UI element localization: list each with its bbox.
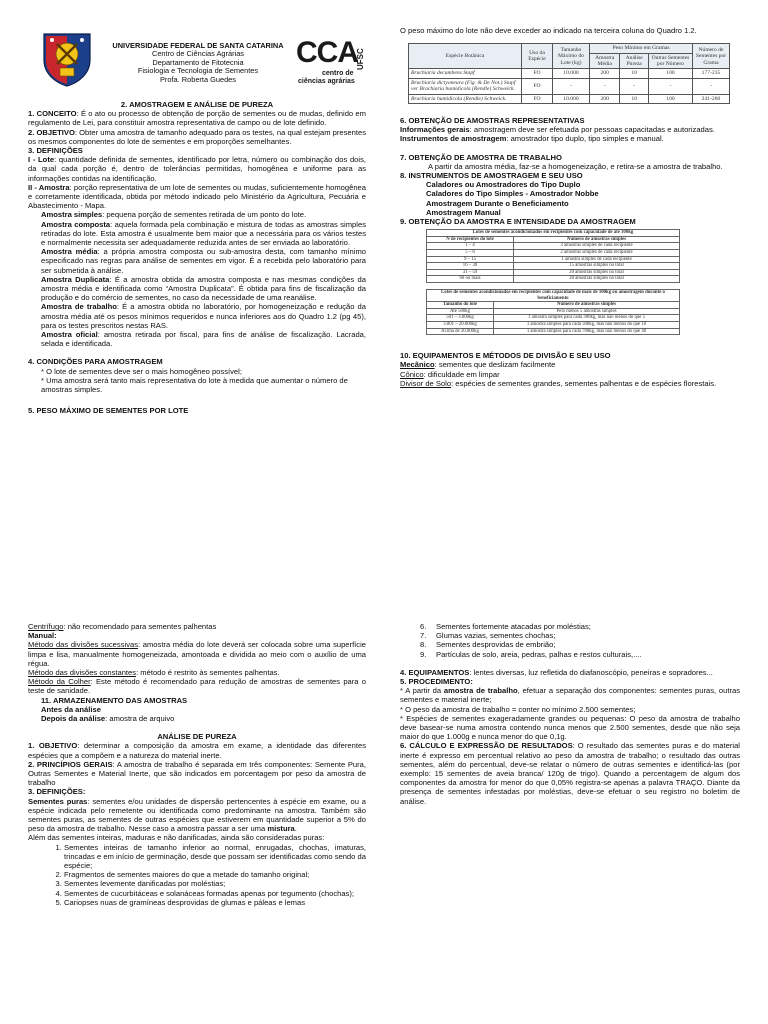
amostra-label: II - Amostra (28, 182, 70, 192)
intensidade-title: 9. OBTENÇÃO DA AMOSTRA E INTENSIDADE DA AMOSTRAGEM (400, 217, 636, 227)
colher-paragraph (28, 677, 366, 695)
composta-paragraph (28, 220, 366, 248)
cell: - (620, 78, 649, 94)
cell: 100 (648, 69, 692, 78)
puras-paragraph (28, 797, 366, 834)
amostra-text: : porção representativa de um lote de sementes ou mudas, suficientemente homogênea e corretamente identificada, obtida por método indicado pelo Ministério da Agricultura, Pecuária e Abastecimento - Mapa. (28, 182, 366, 211)
equip-title: 10. EQUIPAMENTOS E MÉTODOS DE DIVISÃO E SEU USO (400, 351, 611, 361)
mecanico-label: Mecânico (400, 360, 435, 370)
cell: Brachiaria decumbens Stapf (409, 69, 522, 78)
cell: 501 – 3.000kg (427, 315, 494, 322)
t2-header-2: Número de amostras simples (494, 302, 680, 309)
condicoes-item-2: * Uma amostra será tanto mais representativa do lote à medida que aumentar o número de amostras simples. (41, 375, 348, 395)
composta-label: Amostra composta (41, 219, 111, 229)
centrifugo-label: Centrífugo (28, 622, 64, 631)
definicoes-title: 3. DEFINIÇÕES (28, 146, 83, 156)
trabalho-title: 7. OBTENÇÃO DE AMOSTRA DE TRABALHO (400, 152, 562, 162)
puras-text-1: : sementes e/ou unidades de dispersão pertencentes à espécie em exame, ou a espécie indicada pelo remetente ou identificada como predominante na amostra. Também são sementes puras, as sementes de outras espécies que estiverem em quantidade superior a 5% do peso da amostra de trabalho. Nesse caso a amostra passar a ser uma (28, 796, 366, 834)
instrumento-item: Amostragem Manual (426, 207, 501, 217)
media-paragraph (28, 247, 366, 275)
cell: 3 amostras simples de cada recipiente (514, 243, 680, 250)
duplicata-text: : É a amostra obtida da amostra composta e nas mesmas condições da amostra média e identificada como “Amostra Duplicata”. É obtida para fins de fiscalização da produção e do comércio de sementes, no caso da necessidade de uma reanálise. (41, 274, 366, 303)
cell: - (553, 78, 590, 94)
col-media: Amostra Média (590, 53, 620, 69)
page1-right-column (400, 26, 740, 388)
logo-caption-2: ciências agrárias (298, 78, 355, 85)
divisor-text: : espécies de sementes grandes, sementes palhentas e de espécies florestais. (451, 378, 717, 388)
col-tamanho: Tamanho Máximo do Lote (kg) (553, 44, 590, 69)
info-paragraph (400, 125, 740, 134)
page2-right-column (400, 622, 740, 806)
cell: Acima de 20.000kg (427, 328, 494, 335)
depois-text: : amostra de arquivo (105, 714, 175, 724)
cell: Brachiaria humidicola (Rendle) Schweick. (409, 94, 522, 103)
simples-label: Amostra simples (41, 210, 103, 220)
list-text: Partículas de solo, areia, pedras, palhas e restos culturais,.... (436, 649, 642, 659)
col-pureza: Análise Pureza (620, 53, 649, 69)
t1-header-2: Número de amostras simples (514, 236, 680, 243)
cell: 200 (590, 69, 620, 78)
calc-text: : O resultado das sementes puras e do material inerte é expresso em percentual relativo ao peso da amostra de trabalho; o resultado das outras sementes, além do percentual, deve-se relatar o número de outras sementes e identificá-las (por exemplo: 15 sementes de aveia branca/ 120g de trigo). Quando a percentagem de algum dos componentes da amostra for menor do que 0,05% registra-se apenas a palavra TRAÇO. Diante da presença de sementes infestadas por moléstias, deve-se efetuar o seu registro no boletim de análise. (400, 741, 740, 806)
table-row (427, 256, 680, 263)
duplicata-paragraph (28, 275, 366, 303)
puras-label: Sementes puras (28, 796, 88, 806)
manual-heading (28, 631, 366, 640)
cell: FO (522, 69, 553, 78)
cell: FO (522, 94, 553, 103)
list-item (400, 622, 740, 631)
depois-label: Depois da análise (41, 714, 106, 724)
principios-label: 2. PRINCÍPIOS GERAIS (28, 759, 113, 769)
table-row (409, 94, 730, 103)
cell: 241-280 (693, 94, 730, 103)
col-outras: Outras Sementes por Número (648, 53, 692, 69)
cell: - (590, 78, 620, 94)
principios-text: : A amostra de trabalho é separada em três componentes: Semente Pura, Outras Sementes e Material Inerte, que são indicados em porcentagem por peso da amostra de trabalho (28, 759, 366, 788)
oficial-paragraph (28, 330, 366, 348)
objetivo-paragraph (28, 128, 366, 146)
col-numero: Número de Sementes por Grama (693, 44, 730, 69)
conico-text: : dificuldade em limpar (423, 369, 500, 379)
cca-logo (296, 38, 368, 94)
equip-paragraph (400, 668, 740, 677)
cell: Brachiaria dictyoneura (Fig. & De Not.) Stapf ver Brachiaria humidicola (Rendle) Schweick. (409, 78, 522, 94)
cell: Pelo menos 5 amostras simples (494, 308, 680, 315)
obtencao-title: 6. OBTENÇÃO DE AMOSTRAS REPRESENTATIVAS (400, 116, 585, 126)
university-crest-icon (38, 30, 96, 88)
university-name: UNIVERSIDADE FEDERAL DE SANTA CATARINA (112, 41, 284, 50)
lote-paragraph (28, 155, 366, 183)
trabalho-text: : É a amostra obtida no laboratório, por homogeneização e redução da amostra média até os pesos mínimos requeridos e nunca inferiores aos do Quadro 1.2 (pg 45), para os testes prescritos nestas RAS. (41, 302, 367, 330)
objetivo-label: 2. OBJETIVO (28, 127, 75, 137)
trabalho-label: Amostra de trabalho (41, 302, 117, 312)
intensity-table-1 (426, 229, 680, 283)
cca-logo-text: CCA (296, 36, 358, 69)
list-text: Sementes fortemente atacadas por moléstias; (436, 622, 591, 631)
list-item: 2. Fragmentos de sementes maiores do que a metade do tamanho original; (64, 870, 366, 879)
calc-paragraph (400, 741, 740, 805)
cell: 2 amostras simples de cada recipiente (514, 250, 680, 257)
proc-item-2: * O peso da amostra de trabalho = conter no mínimo 2.500 sementes; (400, 704, 636, 714)
colher-text: : Este método é recomendado para redução de amostras de sementes para o teste de sanidade. (28, 677, 366, 696)
puras-mistura: mistura (267, 824, 295, 834)
proc-item-1 (400, 686, 740, 704)
instr-label: Instrumentos de amostragem (400, 134, 507, 144)
cell: 20 amostras simples no total (514, 269, 680, 276)
puras-text-2: . (294, 824, 297, 834)
composta-text: : aquela formada pela combinação e mistura de todas as amostras simples retiradas do lote. Esta amostra é usualmente bem maior que a necessária para os vários testes e normalmente necessita ser adequadamente reduzida antes de ser enviada ao laboratório. (41, 219, 366, 248)
cell: 30 amostras simples no total (514, 276, 680, 283)
table-row (427, 276, 680, 283)
antes-label: Antes da análise (41, 704, 101, 714)
equip-text: : lentes diversas, luz refletida do diafanoscópio, peneiras e sopradores... (469, 667, 713, 677)
table-row (427, 322, 680, 329)
divisor-paragraph (400, 379, 740, 388)
alem-paragraph: Além das sementes inteiras, maduras e não danificadas, ainda são consideradas puras: (28, 833, 325, 843)
table-row (427, 308, 680, 315)
proc-title: 5. PROCEDIMENTO: (400, 677, 473, 687)
cell: - (693, 78, 730, 94)
col-uso: Uso da Espécie (522, 44, 553, 69)
ufsc-logo-text: UFSC (356, 48, 365, 70)
manual-colon: : (54, 631, 57, 641)
table-row (427, 263, 680, 270)
proc-1b: amostra de trabalho (443, 686, 518, 696)
seed-weight-table (408, 43, 730, 104)
intensity-tables (426, 229, 740, 335)
cell: Até 500kg (427, 308, 494, 315)
conico-paragraph (400, 370, 740, 379)
mecanico-paragraph (400, 360, 740, 369)
cell: 10.000 (553, 69, 590, 78)
t1-title: Lotes de sementes acondicionados em recipientes com capacidade de até 100kg (427, 230, 680, 237)
conceito-paragraph (28, 109, 366, 127)
manual-label: Manual (28, 631, 55, 641)
table-row (427, 269, 680, 276)
condicoes-item-1: * O lote de sementes deve ser o mais homogêneo possível; (41, 366, 242, 376)
colher-label: Método da Colher (28, 677, 91, 687)
list-item: 4. Sementes de cucurbitáceas e solanáceas formadas apenas por tegumento (chochas); (64, 889, 366, 898)
cell: 60 ou mais (427, 276, 514, 283)
col-especie: Espécie Botânica (409, 44, 522, 69)
center-name: Centro de Ciências Agrárias (151, 49, 245, 59)
list-item (400, 650, 740, 659)
media-label: Amostra média (41, 247, 98, 257)
list-item: 3. Sementes levemente danificadas por moléstias; (64, 879, 366, 888)
list-num: 8. (420, 640, 427, 650)
cell: 200 (590, 94, 620, 103)
department-name: Departamento de Fitotecnia (152, 57, 244, 67)
cell: 1 amostra simples de cada recipiente (514, 256, 680, 263)
conceito-text: : É o ato ou processo de obtenção de porção de sementes ou de mudas, definido em regulamento de Lei, para constituir amostra representativa de campo ou de lote definido. (28, 109, 366, 128)
table-row (427, 328, 680, 335)
intensity-table-2 (426, 289, 680, 335)
cell: 31 – 59 (427, 269, 514, 276)
info-text: : amostragem deve ser efetuada por pessoas capacitadas e autorizadas. (469, 125, 715, 135)
objetivo-paragraph (28, 741, 366, 759)
instr-paragraph (400, 134, 740, 143)
cell: FO (522, 78, 553, 94)
list-text: Sementes desprovidas de embrião; (436, 640, 556, 650)
list-text: Glumas vazias, sementes chochas; (436, 631, 556, 641)
cell: 100 (648, 94, 692, 103)
list-item: 5. Cariopses nuas de gramíneas desprovidas de glumas e páleas e lemas (64, 898, 366, 907)
cell: 15 amostras simples no total (514, 263, 680, 270)
cell: 9 – 15 (427, 256, 514, 263)
trabalho-paragraph (28, 302, 366, 330)
cell: 177-235 (693, 69, 730, 78)
cell: 10.000 (553, 94, 590, 103)
peso-title: 5. PESO MÁXIMO DE SEMENTES POR LOTE (28, 406, 189, 416)
page2-left-column (28, 622, 366, 907)
cell: 1 – 4 (427, 243, 514, 250)
conico-label: Cônico (400, 369, 424, 379)
instr-text: : amostrador tipo duplo, tipo simples e manual. (506, 134, 664, 144)
list-num: 6. (420, 622, 427, 631)
professor-name: Profa. Roberta Guedes (159, 74, 236, 84)
pureza-title: ANÁLISE DE PUREZA (157, 732, 237, 742)
centrifugo-text: : não recomendado para sementes palhentas (63, 622, 217, 631)
info-label: Informações gerais (400, 125, 470, 135)
list-num: 9. (420, 649, 427, 659)
list-item (400, 640, 740, 649)
constantes-text: : método é restrito às sementes palhentas. (136, 668, 280, 678)
definicoes-title: 3. DEFINIÇÕES: (28, 787, 86, 797)
proc-1c: , efetuar a separação dos componentes: sementes puras, outras sementes e material inerte; (400, 686, 740, 705)
equip-label: 4. EQUIPAMENTOS (400, 667, 470, 677)
t2-title: Lotes de sementes acondicionados em recipientes com capacidade de mais de 100kg ou amostragem durante o beneficiamento (427, 290, 680, 302)
instrumento-item: Caladores ou Amostradores do Tipo Duplo (426, 180, 581, 190)
puras-list (28, 843, 366, 907)
sucessivas-paragraph (28, 640, 366, 668)
list-num: 7. (420, 631, 427, 641)
cell: 10 (620, 94, 649, 103)
objetivo-text: : determinar a composição da amostra em exame, a identidade das diferentes espécies que a compõem e a natureza do material inerte. (28, 741, 366, 760)
cell: 5 – 8 (427, 250, 514, 257)
objetivo-label: 1. OBJETIVO (28, 741, 78, 751)
principios-paragraph (28, 760, 366, 788)
logo-caption-1: centro de (322, 70, 354, 77)
table-row (409, 69, 730, 78)
cell: 10 (620, 69, 649, 78)
sucessivas-label: Método das divisões sucessivas (28, 640, 139, 650)
instrumento-item: Amostragem Durante o Beneficiamento (426, 198, 569, 208)
col-peso: Peso Mínimo em Gramas (590, 44, 693, 53)
cell: 1 amostra simples para cada 500kg, mas não menos do que 10 (494, 322, 680, 329)
lote-text: : quantidade definida de sementes, identificado por letra, número ou combinação dos dois, da qual cada porção é, dentro de tolerâncias permitidas, homogênea e uniforme para as informações contidas na identificação. (28, 155, 366, 183)
table-row (409, 78, 730, 94)
lote-label: I - Lote (28, 155, 55, 165)
list-item (400, 631, 740, 640)
list-continuation (400, 622, 740, 659)
objetivo-text: : Obter uma amostra de tamanho adequado para os testes, na qual estejam presentes os mesmos componentes do lote de sementes e em proporções semelhantes. (28, 127, 366, 146)
t2-header-1: Tamanho do lote (427, 302, 494, 309)
table-row (427, 315, 680, 322)
depois-paragraph (28, 714, 366, 723)
duplicata-label: Amostra Duplicata (41, 274, 110, 284)
instrumento-item: Caladores do Tipo Simples - Amostrador Nobbe (426, 189, 599, 199)
mecanico-text: : sementes que deslizam facilmente (434, 360, 556, 370)
calc-label: 6. CÁLCULO E EXPRESSÃO DE RESULTADOS (400, 741, 573, 751)
divisor-label: Divisor de Solo (400, 378, 452, 388)
constantes-label: Método das divisões constantes (28, 668, 137, 678)
oficial-text: : amostra retirada por fiscal, para fins de análise de fiscalização. Lacrada, selada e identificada. (41, 330, 366, 349)
table-row (427, 243, 680, 250)
t1-header-1: N de recipientes do lote (427, 236, 514, 243)
section-title: 2. AMOSTRAGEM E ANÁLISE DE PUREZA (120, 100, 274, 109)
seed-table-wrapper (408, 43, 740, 104)
instrumentos-title: 8. INSTRUMENTOS DE AMOSTRAGEM E SEU USO (400, 171, 583, 181)
cell: 1 amostra simples para cada 700kg, mas não menos do que 40 (494, 328, 680, 335)
cell: 1 amostra simples para cada 300kg, mas não menos do que 5 (494, 315, 680, 322)
document-header (100, 42, 296, 84)
table-row (427, 250, 680, 257)
constantes-paragraph (28, 668, 366, 677)
proc-1a: * A partir da (400, 686, 444, 696)
oficial-label: Amostra oficial (41, 330, 98, 340)
media-text: : a própria amostra composta ou sub-amostra desta, com tamanho mínimo especificado nas regras para análise de sementes em vigor. É a recebida pelo laboratório para ser submetida à análise. (41, 247, 366, 275)
cell: 16 – 30 (427, 263, 514, 270)
cell: 3.001 – 20.000kg (427, 322, 494, 329)
cell: - (648, 78, 692, 94)
list-item: 1. Sementes inteiras de tamanho inferior ao normal, enrugadas, chochas, imaturas, trincadas e em início de germinação, desde que possam ser identificadas como sendo da espécie; (64, 843, 366, 871)
centrifugo-paragraph (28, 622, 366, 631)
amostra-paragraph (28, 183, 366, 211)
conceito-label: 1. CONCEITO (28, 109, 77, 119)
peso-intro: O peso máximo do lote não deve exceder ao indicado na terceira coluna do Quadro 1.2. (400, 26, 697, 35)
armazenamento-title: 11. ARMAZENAMENTO DAS AMOSTRAS (41, 695, 188, 705)
proc-item-3: * Espécies de sementes exageradamente grandes ou pequenas: O peso da amostra de trabalho deve basear-se numa amostra contendo nunca menos que 2.500 sementes, desde que não seja maior do que 1.000g e nunca menor do que 0,1g. (400, 713, 740, 742)
page1-left-column (28, 100, 366, 416)
course-name: Fisiologia e Tecnologia de Sementes (137, 66, 259, 76)
condicoes-title: 4. CONDIÇÕES PARA AMOSTRAGEM (28, 357, 163, 367)
sucessivas-text: : amostra média do lote deverá ser colocada sobre uma superfície limpa e lisa, manualmente homogeneizada, amontoada e dividida ao meio com o auxílio de uma régua. (28, 640, 366, 668)
trabalho-text: A partir da amostra média, faz-se a homogeneização, e retira-se a amostra de trabalho. (428, 161, 723, 171)
simples-paragraph (28, 210, 366, 219)
simples-text: : pequena porção de sementes retirada de um ponto do lote. (102, 210, 307, 220)
